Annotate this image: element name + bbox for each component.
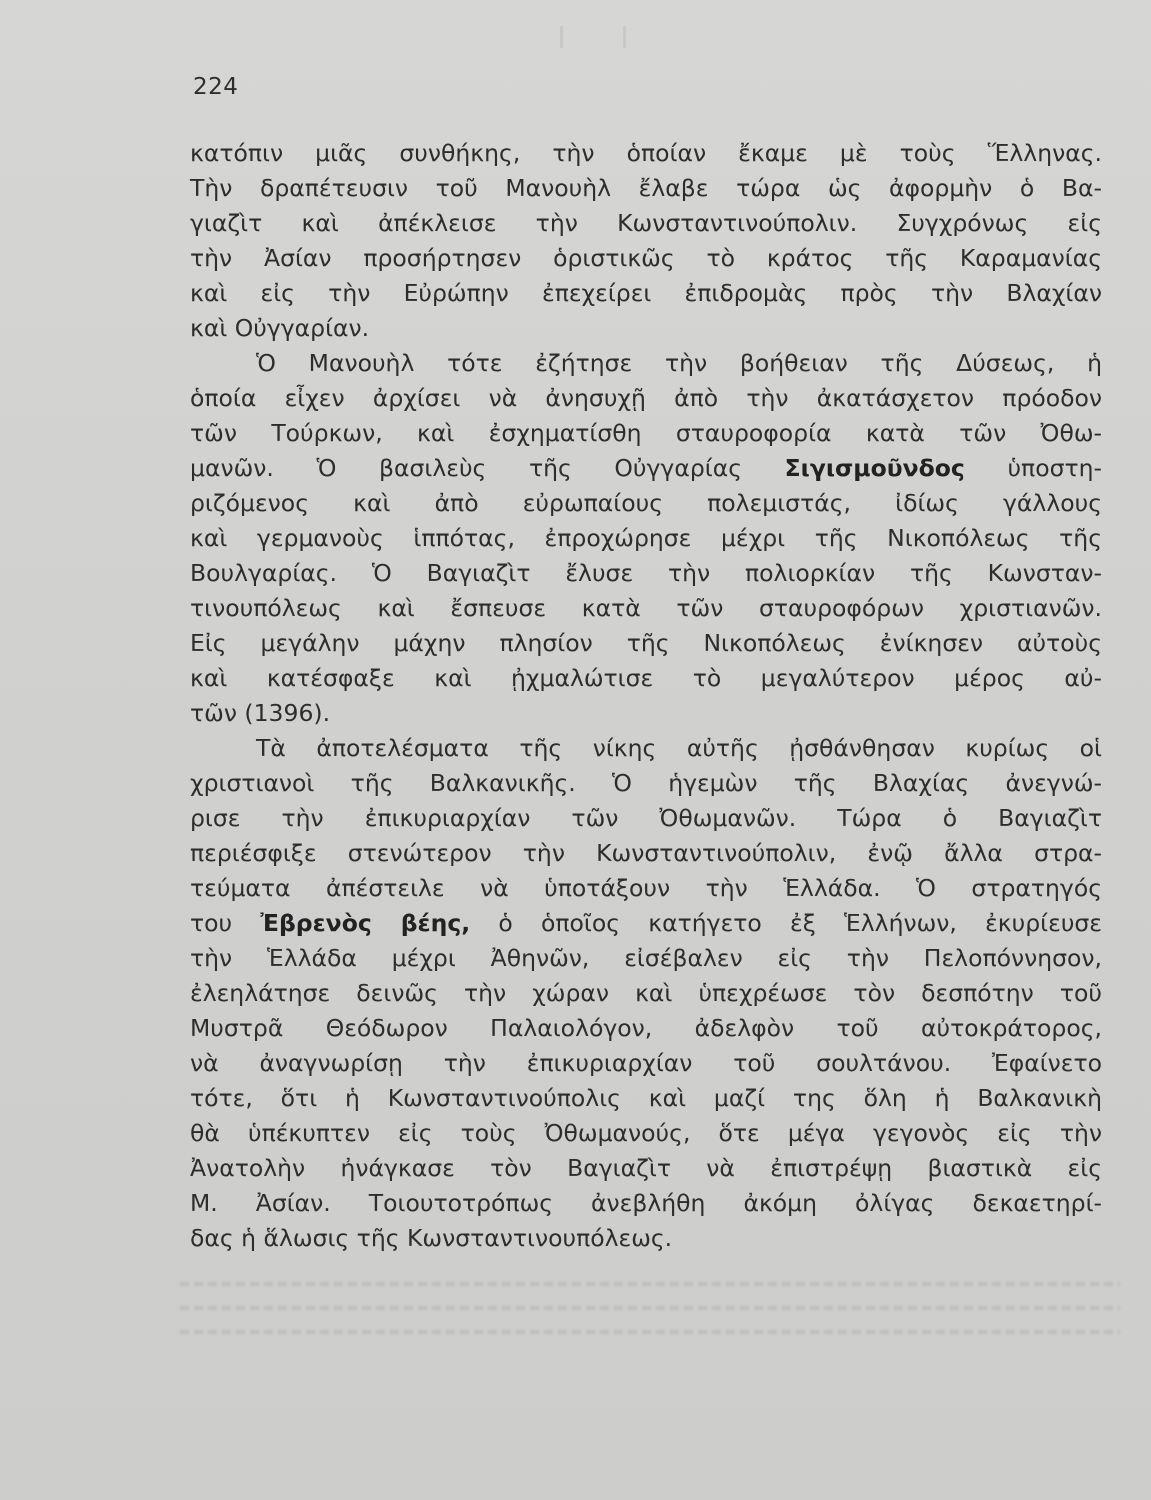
text-line: ριζόμενος καὶ ἀπὸ εὐρωπαίους πολεμιστάς, ἰδίως γάλλους [190, 489, 1102, 517]
text-line: καὶ Οὐγγαρίαν. [190, 314, 370, 342]
text-line-with-emphasis [190, 909, 1103, 937]
text-line: τῶν (1396). [190, 699, 331, 727]
text-line: ἐλεηλάτησε δεινῶς τὴν χώραν καὶ ὑπεχρέωσε τὸν δεσπότην τοῦ [190, 979, 1102, 1007]
text-line: Μ. Ἀσίαν. Τοιουτοτρόπως ἀνεβλήθη ἀκόμη ὀλίγας δεκαετηρί- [190, 1189, 1102, 1217]
text-line: Εἰς μεγάλην μάχην πλησίον τῆς Νικοπόλεως ἐνίκησεν αὐτοὺς [190, 629, 1102, 657]
text-line: τότε, ὅτι ἡ Κωνσταντινούπολις καὶ μαζί της ὅλη ἡ Βαλκανικὴ [190, 1084, 1102, 1112]
paragraph-first-line: Τὰ ἀποτελέσματα τῆς νίκης αὐτῆς ᾐσθάνθησαν κυρίως οἱ [256, 734, 1102, 762]
emphasized-name: Ἐβρενὸς βέης, [260, 909, 471, 937]
text-line-with-emphasis [190, 454, 1102, 482]
text-line: καὶ εἰς τὴν Εὐρώπην ἐπεχείρει ἐπιδρομὰς πρὸς τὴν Βλαχίαν [190, 279, 1102, 307]
text-run: ὁ ὁποῖος κατήγετο ἐξ Ἑλλήνων, ἐκυρίευσε [470, 909, 1103, 937]
text-run: ὑποστη- [964, 454, 1102, 482]
text-line: τεύματα ἀπέστειλε νὰ ὑποτάξουν τὴν Ἑλλάδα. Ὁ στρατηγός [190, 874, 1102, 902]
text-line: τὴν Ἀσίαν προσήρτησεν ὁριστικῶς τὸ κράτος τῆς Καραμανίας [190, 244, 1102, 272]
text-line: τὴν Ἑλλάδα μέχρι Ἀθηνῶν, εἰσέβαλεν εἰς τὴν Πελοπόννησον, [190, 944, 1102, 972]
text-line: γιαζὶτ καὶ ἀπέκλεισε τὴν Κωνσταντινούπολιν. Συγχρόνως εἰς [190, 209, 1102, 237]
emphasized-name: Σιγισμοῦνδος [784, 454, 965, 482]
text-run: του [190, 909, 261, 937]
text-line: ρισε τὴν ἐπικυριαρχίαν τῶν Ὀθωμανῶν. Τώρα ὁ Βαγιαζὶτ [190, 804, 1102, 832]
text-line: νὰ ἀναγνωρίσῃ τὴν ἐπικυριαρχίαν τοῦ σουλτάνου. Ἐφαίνετο [190, 1049, 1102, 1077]
paragraph-first-line: Ὁ Μανουὴλ τότε ἐζήτησε τὴν βοήθειαν τῆς Δύσεως, ἡ [256, 349, 1102, 377]
show-through-mark [180, 1306, 1120, 1310]
text-line: ὁποία εἶχεν ἀρχίσει νὰ ἀνησυχῇ ἀπὸ τὴν ἀκατάσχετον πρόοδον [190, 384, 1102, 412]
text-line: χριστιανοὶ τῆς Βαλκανικῆς. Ὁ ἡγεμὼν τῆς Βλαχίας ἀνεγνώ- [190, 769, 1102, 797]
text-line: καὶ γερμανοὺς ἱππότας, ἐπροχώρησε μέχρι τῆς Νικοπόλεως τῆς [190, 524, 1102, 552]
text-line: δας ἡ ἅλωσις τῆς Κωνσταντινουπόλεως. [190, 1224, 673, 1252]
text-line: τῶν Τούρκων, καὶ ἐσχηματίσθη σταυροφορία κατὰ τῶν Ὀθω- [190, 419, 1102, 447]
show-through-mark [560, 26, 626, 48]
text-line: καὶ κατέσφαξε καὶ ᾐχμαλώτισε τὸ μεγαλύτερον μέρος αὐ- [190, 664, 1102, 692]
text-line: Μυστρᾶ Θεόδωρον Παλαιολόγον, ἀδελφὸν τοῦ αὐτοκράτορος, [190, 1014, 1102, 1042]
show-through-mark [180, 1282, 1120, 1286]
page-number: 224 [193, 74, 239, 100]
text-line: Ἀνατολὴν ἠνάγκασε τὸν Βαγιαζὶτ νὰ ἐπιστρέψῃ βιαστικὰ εἰς [190, 1154, 1102, 1182]
text-line: τινουπόλεως καὶ ἔσπευσε κατὰ τῶν σταυροφόρων χριστιανῶν. [190, 594, 1102, 622]
text-line: περιέσφιξε στενώτερον τὴν Κωνσταντινούπολιν, ἐνῷ ἄλλα στρα- [190, 839, 1102, 867]
text-line: κατόπιν μιᾶς συνθήκης, τὴν ὁποίαν ἔκαμε μὲ τοὺς Ἕλληνας. [190, 139, 1102, 167]
text-line: Βουλγαρίας. Ὁ Βαγιαζὶτ ἔλυσε τὴν πολιορκίαν τῆς Κωνσταν- [190, 559, 1102, 587]
text-line: Τὴν δραπέτευσιν τοῦ Μανουὴλ ἔλαβε τώρα ὡς ἀφορμὴν ὁ Βα- [190, 174, 1102, 202]
show-through-mark [180, 1330, 1120, 1334]
text-run: μανῶν. Ὁ βασιλεὺς τῆς Οὐγγαρίας [190, 454, 785, 482]
text-line: θὰ ὑπέκυπτεν εἰς τοὺς Ὀθωμανούς, ὅτε μέγα γεγονὸς εἰς τὴν [190, 1119, 1102, 1147]
